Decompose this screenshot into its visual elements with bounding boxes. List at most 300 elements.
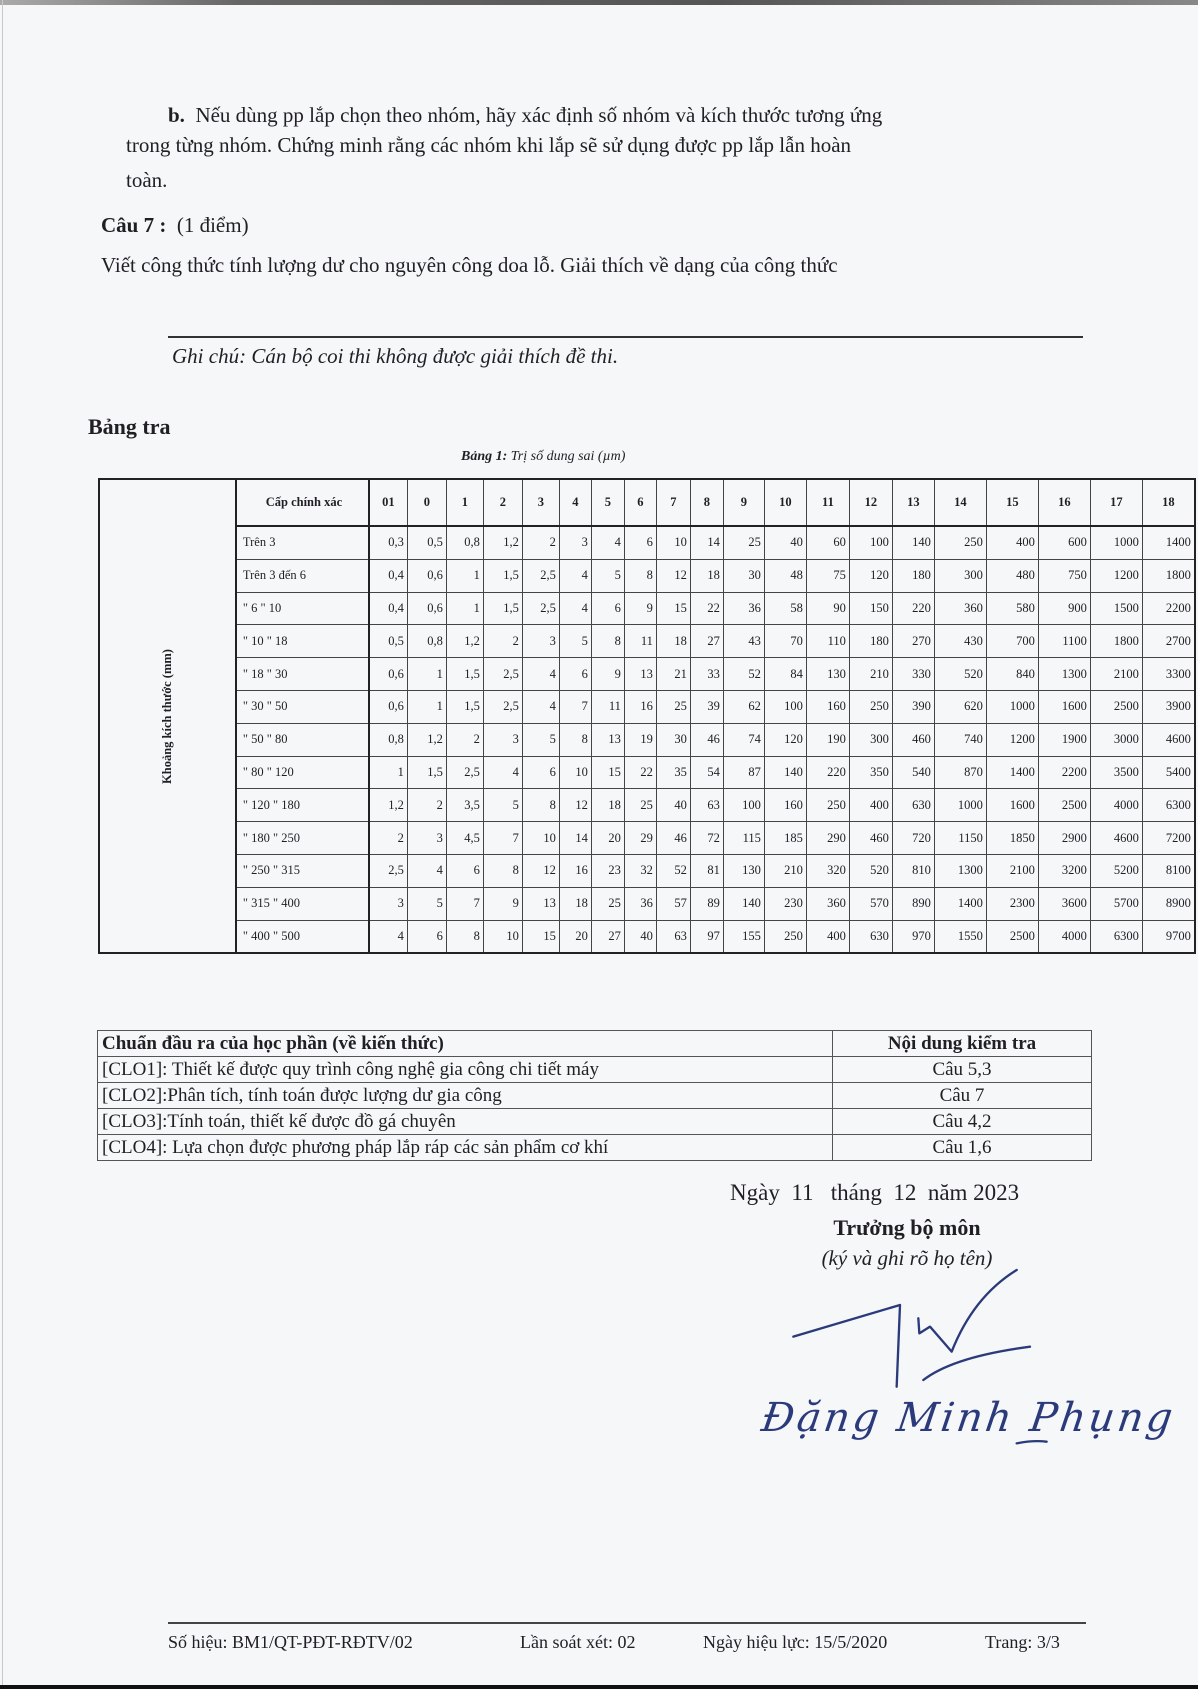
table1-tolerance-value: 6 xyxy=(407,920,446,953)
table1-tolerance-value: 12 xyxy=(559,789,591,822)
table1-tolerance-value: 2,5 xyxy=(522,559,559,592)
table1-tolerance-value: 58 xyxy=(764,592,806,625)
table1-tolerance-value: 140 xyxy=(892,526,934,559)
table1-tolerance-value: 1300 xyxy=(934,854,986,887)
table1-tolerance-value: 2900 xyxy=(1038,822,1090,855)
table1-tolerance-value: 2 xyxy=(407,789,446,822)
table1-grade-14: 14 xyxy=(934,479,986,526)
table1-tolerance-value: 63 xyxy=(656,920,690,953)
table1-tolerance-value: 1800 xyxy=(1090,625,1142,658)
table1-tolerance-value: 180 xyxy=(849,625,892,658)
table1-row xyxy=(99,625,1195,658)
table1-tolerance-value: 72 xyxy=(690,822,723,855)
table1-tolerance-value: 160 xyxy=(764,789,806,822)
table1-tolerance-value: 1,5 xyxy=(446,690,483,723)
question-7-points: (1 điểm) xyxy=(176,213,249,237)
table1-tolerance-value: 5 xyxy=(591,559,624,592)
table1-tolerance-value: 30 xyxy=(656,723,690,756)
table1-tolerance-value: 7 xyxy=(446,887,483,920)
table1-tolerance-value: 320 xyxy=(806,854,849,887)
table1-tolerance-value: 3 xyxy=(559,526,591,559)
footer-page: Trang: 3/3 xyxy=(985,1632,1060,1652)
clo-content: Câu 1,6 xyxy=(833,1135,1092,1161)
table1-tolerance-value: 4 xyxy=(483,756,522,789)
table1-tolerance-value: 0,3 xyxy=(369,526,408,559)
table1-tolerance-value: 2100 xyxy=(986,854,1038,887)
table1-tolerance-value: 0,5 xyxy=(369,625,408,658)
table1-tolerance-value: 36 xyxy=(723,592,764,625)
table1-tolerance-value: 63 xyxy=(690,789,723,822)
scan-bottom-edge xyxy=(0,1685,1198,1689)
table1-tolerance-value: 630 xyxy=(849,920,892,953)
signature-stroke xyxy=(918,1270,1016,1352)
table1-caption-text: Trị số dung sai (µm) xyxy=(510,449,626,464)
table1-grade-8: 8 xyxy=(690,479,723,526)
table1-tolerance-value: 1100 xyxy=(1038,625,1090,658)
table1-tolerance-value: 1,2 xyxy=(407,723,446,756)
table1-tolerance-value: 15 xyxy=(522,920,559,953)
table1-grade-13: 13 xyxy=(892,479,934,526)
table1-tolerance-value: 4000 xyxy=(1090,789,1142,822)
table1-tolerance-value: 4 xyxy=(369,920,408,953)
table1-header-row xyxy=(99,479,1195,526)
table1-tolerance-value: 8 xyxy=(483,854,522,887)
table1-tolerance-value: 9 xyxy=(591,658,624,691)
table1-tolerance-value: 2700 xyxy=(1142,625,1195,658)
signature-name: Đặng Minh Phụng xyxy=(758,1395,1179,1441)
table1-tolerance-value: 120 xyxy=(849,559,892,592)
signature-underline-stroke xyxy=(1017,1441,1047,1443)
table1-tolerance-value: 430 xyxy=(934,625,986,658)
table1-tolerance-value: 46 xyxy=(656,822,690,855)
table1-tolerance-value: 0,6 xyxy=(407,592,446,625)
table1-tolerance-value: 0,6 xyxy=(369,658,408,691)
table1-tolerance-value: 6 xyxy=(446,854,483,887)
table1-tolerance-value: 1 xyxy=(446,559,483,592)
question-b-text1: Nếu dùng pp lắp chọn theo nhóm, hãy xác định số nhóm và kích thước tương ứng xyxy=(195,103,883,127)
table1-tolerance-value: 23 xyxy=(591,854,624,887)
table1-tolerance-value: 1 xyxy=(369,756,408,789)
signature-stroke xyxy=(793,1305,900,1387)
question-7-text: Viết công thức tính lượng dư cho nguyên công doa lỗ. Giải thích về dạng của công thức xyxy=(101,253,838,277)
table1-tolerance-value: 3 xyxy=(407,822,446,855)
table1-tolerance-value: 1800 xyxy=(1142,559,1195,592)
table1-tolerance-value: 290 xyxy=(806,822,849,855)
table1-tolerance-value: 9 xyxy=(483,887,522,920)
table1-tolerance-value: 22 xyxy=(624,756,656,789)
table1-tolerance-value: 350 xyxy=(849,756,892,789)
table1-tolerance-value: 11 xyxy=(624,625,656,658)
table1-tolerance-value: 140 xyxy=(723,887,764,920)
table1-tolerance-value: 140 xyxy=(764,756,806,789)
question-b-line2: trong từng nhóm. Chứng minh rằng các nhóm khi lắp sẽ sử dụng được pp lắp lẫn hoàn xyxy=(126,133,852,157)
table1-tolerance-value: 9700 xyxy=(1142,920,1195,953)
table1-tolerance-value: 540 xyxy=(892,756,934,789)
clo-row xyxy=(98,1109,1092,1135)
table1-tolerance-value: 100 xyxy=(723,789,764,822)
table1-grade-01: 01 xyxy=(369,479,408,526)
table1-tolerance-value: 300 xyxy=(849,723,892,756)
table1-tolerance-value: 185 xyxy=(764,822,806,855)
table1-grade-0: 0 xyxy=(407,479,446,526)
table1-tolerance-value: 870 xyxy=(934,756,986,789)
table1-tolerance-value: 210 xyxy=(764,854,806,887)
table1-tolerance-value: 19 xyxy=(624,723,656,756)
table1-tolerance-value: 4 xyxy=(522,658,559,691)
table1-row xyxy=(99,559,1195,592)
table1-tolerance-value: 1 xyxy=(407,658,446,691)
table1-tolerance-value: 3000 xyxy=(1090,723,1142,756)
table1-tolerance-value: 35 xyxy=(656,756,690,789)
table1-tolerance-value: 360 xyxy=(806,887,849,920)
exam-note: Ghi chú: Cán bộ coi thi không được giải thích đề thi. xyxy=(172,344,619,368)
table1-tolerance-value: 2500 xyxy=(1038,789,1090,822)
table1-tolerance-value: 520 xyxy=(934,658,986,691)
table1-tolerance-value: 3 xyxy=(483,723,522,756)
table1-tolerance-value: 30 xyxy=(723,559,764,592)
table1-tolerance-value: 250 xyxy=(806,789,849,822)
table1-tolerance-value: 9 xyxy=(624,592,656,625)
table1-tolerance-value: 10 xyxy=(483,920,522,953)
table1-tolerance-value: 1,2 xyxy=(369,789,408,822)
table1-tolerance-value: 2500 xyxy=(986,920,1038,953)
table1-tolerance-value: 22 xyxy=(690,592,723,625)
table1-tolerance-value: 89 xyxy=(690,887,723,920)
table1-tolerance-value: 25 xyxy=(656,690,690,723)
scan-left-edge xyxy=(2,0,3,1689)
table1-tolerance-value: 100 xyxy=(764,690,806,723)
table1-tolerance-value: 4 xyxy=(407,854,446,887)
table1-tolerance-value: 100 xyxy=(849,526,892,559)
table1-tolerance-value: 25 xyxy=(591,887,624,920)
table1-tolerance-value: 7200 xyxy=(1142,822,1195,855)
table1-grade-header: Cấp chính xác xyxy=(236,479,369,526)
table1-tolerance-value: 330 xyxy=(892,658,934,691)
table1-tolerance-value: 390 xyxy=(892,690,934,723)
table1-caption xyxy=(461,449,625,465)
clo-header-row xyxy=(98,1031,1092,1057)
clo-table xyxy=(97,1030,1092,1161)
table1-tolerance-value: 0,6 xyxy=(369,690,408,723)
footer-divider xyxy=(168,1622,1086,1624)
table1-grade-18: 18 xyxy=(1142,479,1195,526)
question-b-label: b. xyxy=(168,103,185,127)
table1-tolerance-value: 1200 xyxy=(986,723,1038,756)
table1-size-range: " 400 " 500 xyxy=(236,920,369,953)
table1-tolerance-value: 4600 xyxy=(1142,723,1195,756)
table1-tolerance-value: 15 xyxy=(656,592,690,625)
table1-tolerance-value: 115 xyxy=(723,822,764,855)
table1-tolerance-value: 1500 xyxy=(1090,592,1142,625)
table1-tolerance-value: 1600 xyxy=(1038,690,1090,723)
table1-tolerance-value: 1550 xyxy=(934,920,986,953)
table1-tolerance-value: 52 xyxy=(656,854,690,887)
table1-tolerance-value: 6 xyxy=(591,592,624,625)
table1-tolerance-value: 0,5 xyxy=(407,526,446,559)
table1-tolerance-value: 840 xyxy=(986,658,1038,691)
clo-outcome: [CLO2]:Phân tích, tính toán được lượng dư gia công xyxy=(98,1083,833,1109)
table1-tolerance-value: 4 xyxy=(591,526,624,559)
table1-tolerance-value: 12 xyxy=(656,559,690,592)
table1-tolerance-value: 39 xyxy=(690,690,723,723)
table1-grade-1: 1 xyxy=(446,479,483,526)
table1-tolerance-value: 32 xyxy=(624,854,656,887)
table1-row xyxy=(99,756,1195,789)
table1-tolerance-value: 1400 xyxy=(934,887,986,920)
table1-tolerance-value: 5 xyxy=(522,723,559,756)
table1-tolerance-value: 400 xyxy=(806,920,849,953)
table1-tolerance-value: 1000 xyxy=(986,690,1038,723)
table1-row xyxy=(99,658,1195,691)
table1-tolerance-value: 8 xyxy=(522,789,559,822)
table1-tolerance-value: 8 xyxy=(624,559,656,592)
table1-row xyxy=(99,854,1195,887)
table1-tolerance-value: 360 xyxy=(934,592,986,625)
table1-grade-12: 12 xyxy=(849,479,892,526)
table1-caption-label: Bảng 1: xyxy=(461,449,508,464)
signoff-date: Ngày 11 tháng 12 năm 2023 xyxy=(730,1180,1020,1205)
table1-tolerance-value: 520 xyxy=(849,854,892,887)
table1-tolerance-value: 70 xyxy=(764,625,806,658)
table1-tolerance-value: 1400 xyxy=(986,756,1038,789)
table1-tolerance-value: 1000 xyxy=(1090,526,1142,559)
table1-tolerance-value: 1,5 xyxy=(483,559,522,592)
table1-tolerance-value: 74 xyxy=(723,723,764,756)
table1-tolerance-value: 250 xyxy=(934,526,986,559)
table1-tolerance-value: 8900 xyxy=(1142,887,1195,920)
table1-tolerance-value: 3500 xyxy=(1090,756,1142,789)
table1-tolerance-value: 2 xyxy=(446,723,483,756)
table1-tolerance-value: 460 xyxy=(849,822,892,855)
table1-tolerance-value: 1300 xyxy=(1038,658,1090,691)
table1-row xyxy=(99,526,1195,559)
table1-tolerance-value: 2 xyxy=(522,526,559,559)
footer-revision: Lần soát xét: 02 xyxy=(520,1632,636,1652)
table1-tolerance-value: 25 xyxy=(624,789,656,822)
clo-row xyxy=(98,1135,1092,1161)
table1-tolerance-value: 87 xyxy=(723,756,764,789)
table1-tolerance-value: 4 xyxy=(559,592,591,625)
table1-tolerance-value: 2,5 xyxy=(522,592,559,625)
table1-tolerance-value: 12 xyxy=(522,854,559,887)
question-7-heading xyxy=(101,213,249,238)
table1-row xyxy=(99,723,1195,756)
table1-tolerance-value: 810 xyxy=(892,854,934,887)
note-divider xyxy=(168,336,1083,338)
table1-tolerance-value: 84 xyxy=(764,658,806,691)
table1-row xyxy=(99,920,1195,953)
table1-tolerance-value: 1,5 xyxy=(446,658,483,691)
question-7-title: Câu 7 : xyxy=(101,213,167,237)
table1-tolerance-value: 10 xyxy=(559,756,591,789)
table1-tolerance-value: 6300 xyxy=(1090,920,1142,953)
table1-tolerance-value: 3 xyxy=(522,625,559,658)
table1-tolerance-value: 155 xyxy=(723,920,764,953)
footer-doc-code: Số hiệu: BM1/QT-PĐT-RĐTV/02 xyxy=(168,1632,413,1652)
table1-tolerance-value: 250 xyxy=(764,920,806,953)
table1-tolerance-value: 400 xyxy=(849,789,892,822)
table1-tolerance-value: 4600 xyxy=(1090,822,1142,855)
clo-content: Câu 5,3 xyxy=(833,1057,1092,1083)
table1-tolerance-value: 20 xyxy=(591,822,624,855)
table1-tolerance-value: 130 xyxy=(723,854,764,887)
table1-tolerance-value: 720 xyxy=(892,822,934,855)
table1-tolerance-value: 2,5 xyxy=(483,658,522,691)
table1-tolerance-value: 40 xyxy=(624,920,656,953)
table1-tolerance-value: 400 xyxy=(986,526,1038,559)
table1-tolerance-value: 2100 xyxy=(1090,658,1142,691)
table1-row xyxy=(99,690,1195,723)
table1-tolerance-value: 600 xyxy=(1038,526,1090,559)
table1-tolerance-value: 180 xyxy=(892,559,934,592)
table1-tolerance-value: 40 xyxy=(656,789,690,822)
table1-tolerance-value: 110 xyxy=(806,625,849,658)
table1-grade-16: 16 xyxy=(1038,479,1090,526)
table1-tolerance-value: 1 xyxy=(407,690,446,723)
table1-tolerance-value: 150 xyxy=(849,592,892,625)
table1-tolerance-value: 3,5 xyxy=(446,789,483,822)
table1-tolerance-value: 8 xyxy=(446,920,483,953)
table1-size-range: " 18 " 30 xyxy=(236,658,369,691)
table1-tolerance-value: 1000 xyxy=(934,789,986,822)
signoff-instruction: (ký và ghi rõ họ tên) xyxy=(821,1246,993,1270)
table1-tolerance-value: 14 xyxy=(559,822,591,855)
table1-tolerance-value: 5 xyxy=(559,625,591,658)
table1-tolerance-value: 20 xyxy=(559,920,591,953)
table1-tolerance-value: 3900 xyxy=(1142,690,1195,723)
table1-tolerance-value: 16 xyxy=(559,854,591,887)
table1-tolerance-value: 970 xyxy=(892,920,934,953)
table1-tolerance-value: 75 xyxy=(806,559,849,592)
table1-tolerance-value: 4 xyxy=(559,559,591,592)
table1-tolerance-value: 5200 xyxy=(1090,854,1142,887)
question-b-line1 xyxy=(168,103,882,128)
table1-tolerance-value: 13 xyxy=(522,887,559,920)
table1-tolerance-value: 3300 xyxy=(1142,658,1195,691)
table1-tolerance-value: 2 xyxy=(483,625,522,658)
table1-row xyxy=(99,887,1195,920)
table1-tolerance-value: 130 xyxy=(806,658,849,691)
table1-tolerance-value: 57 xyxy=(656,887,690,920)
table1-tolerance-value: 14 xyxy=(690,526,723,559)
clo-row xyxy=(98,1057,1092,1083)
clo-outcome: [CLO1]: Thiết kế được quy trình công nghệ gia công chi tiết máy xyxy=(98,1057,833,1083)
table1-tolerance-value: 1850 xyxy=(986,822,1038,855)
clo-outcome: [CLO3]:Tính toán, thiết kế được đồ gá chuyên xyxy=(98,1109,833,1135)
table1-tolerance-value: 10 xyxy=(522,822,559,855)
table1-tolerance-value: 5 xyxy=(407,887,446,920)
table1-tolerance-value: 43 xyxy=(723,625,764,658)
table1-tolerance-value: 1,2 xyxy=(483,526,522,559)
table1-size-range: " 250 " 315 xyxy=(236,854,369,887)
table1-side-label: Khoảng kích thước (mm) xyxy=(159,648,174,784)
table1-tolerance-value: 460 xyxy=(892,723,934,756)
table1-tolerance-value: 7 xyxy=(559,690,591,723)
table1-tolerance-value: 0,6 xyxy=(407,559,446,592)
table1-tolerance-value: 0,8 xyxy=(369,723,408,756)
table1-tolerance-value: 18 xyxy=(591,789,624,822)
table1-grade-10: 10 xyxy=(764,479,806,526)
table1-size-range: " 315 " 400 xyxy=(236,887,369,920)
table1-tolerance-value: 0,4 xyxy=(369,592,408,625)
table1-tolerance-value: 5 xyxy=(483,789,522,822)
tolerance-table xyxy=(98,478,1196,954)
table1-size-range: " 10 " 18 xyxy=(236,625,369,658)
table1-tolerance-value: 81 xyxy=(690,854,723,887)
table1-tolerance-value: 2200 xyxy=(1142,592,1195,625)
table1-tolerance-value: 630 xyxy=(892,789,934,822)
table1-tolerance-value: 190 xyxy=(806,723,849,756)
table1-tolerance-value: 52 xyxy=(723,658,764,691)
table1-tolerance-value: 48 xyxy=(764,559,806,592)
table1-tolerance-value: 60 xyxy=(806,526,849,559)
table1-tolerance-value: 13 xyxy=(591,723,624,756)
table1-tolerance-value: 0,8 xyxy=(446,526,483,559)
table1-tolerance-value: 220 xyxy=(806,756,849,789)
signature-stroke xyxy=(923,1347,1030,1380)
table1-tolerance-value: 8100 xyxy=(1142,854,1195,887)
clo-header-content: Nội dung kiểm tra xyxy=(833,1031,1092,1057)
table1-tolerance-value: 16 xyxy=(624,690,656,723)
table1-tolerance-value: 54 xyxy=(690,756,723,789)
table1-tolerance-value: 18 xyxy=(559,887,591,920)
table1-tolerance-value: 5700 xyxy=(1090,887,1142,920)
table1-tolerance-value: 2,5 xyxy=(369,854,408,887)
table1-tolerance-value: 8 xyxy=(591,625,624,658)
signature-mark xyxy=(680,1170,1180,1550)
table1-tolerance-value: 480 xyxy=(986,559,1038,592)
table1-tolerance-value: 6 xyxy=(522,756,559,789)
table1-tolerance-value: 90 xyxy=(806,592,849,625)
table1-tolerance-value: 220 xyxy=(892,592,934,625)
table1-tolerance-value: 6 xyxy=(624,526,656,559)
table1-tolerance-value: 4 xyxy=(522,690,559,723)
table1-tolerance-value: 62 xyxy=(723,690,764,723)
table1-grade-4: 4 xyxy=(559,479,591,526)
table1-grade-17: 17 xyxy=(1090,479,1142,526)
table1-tolerance-value: 2300 xyxy=(986,887,1038,920)
table1-size-range: Trên 3 đến 6 xyxy=(236,559,369,592)
table1-tolerance-value: 1 xyxy=(446,592,483,625)
table1-tolerance-value: 1,5 xyxy=(483,592,522,625)
table1-tolerance-value: 4,5 xyxy=(446,822,483,855)
table1-tolerance-value: 700 xyxy=(986,625,1038,658)
clo-outcome: [CLO4]: Lựa chọn được phương pháp lắp ráp các sản phẩm cơ khí xyxy=(98,1135,833,1161)
signoff-role: Trưởng bộ môn xyxy=(833,1215,981,1240)
scan-top-edge xyxy=(0,0,1198,5)
table1-tolerance-value: 36 xyxy=(624,887,656,920)
clo-header-outcome: Chuẩn đầu ra của học phần (về kiến thức) xyxy=(98,1031,833,1057)
table1-tolerance-value: 1400 xyxy=(1142,526,1195,559)
table1-size-range: " 120 " 180 xyxy=(236,789,369,822)
table1-tolerance-value: 6300 xyxy=(1142,789,1195,822)
table1-tolerance-value: 1150 xyxy=(934,822,986,855)
table1-tolerance-value: 750 xyxy=(1038,559,1090,592)
table1-tolerance-value: 10 xyxy=(656,526,690,559)
table1-grade-11: 11 xyxy=(806,479,849,526)
table1-grade-6: 6 xyxy=(624,479,656,526)
table1-tolerance-value: 46 xyxy=(690,723,723,756)
table1-tolerance-value: 3600 xyxy=(1038,887,1090,920)
table1-grade-7: 7 xyxy=(656,479,690,526)
table1-tolerance-value: 3 xyxy=(369,887,408,920)
table1-tolerance-value: 300 xyxy=(934,559,986,592)
table1-row xyxy=(99,822,1195,855)
table1-tolerance-value: 21 xyxy=(656,658,690,691)
table1-tolerance-value: 570 xyxy=(849,887,892,920)
table1-tolerance-value: 620 xyxy=(934,690,986,723)
table1-tolerance-value: 160 xyxy=(806,690,849,723)
